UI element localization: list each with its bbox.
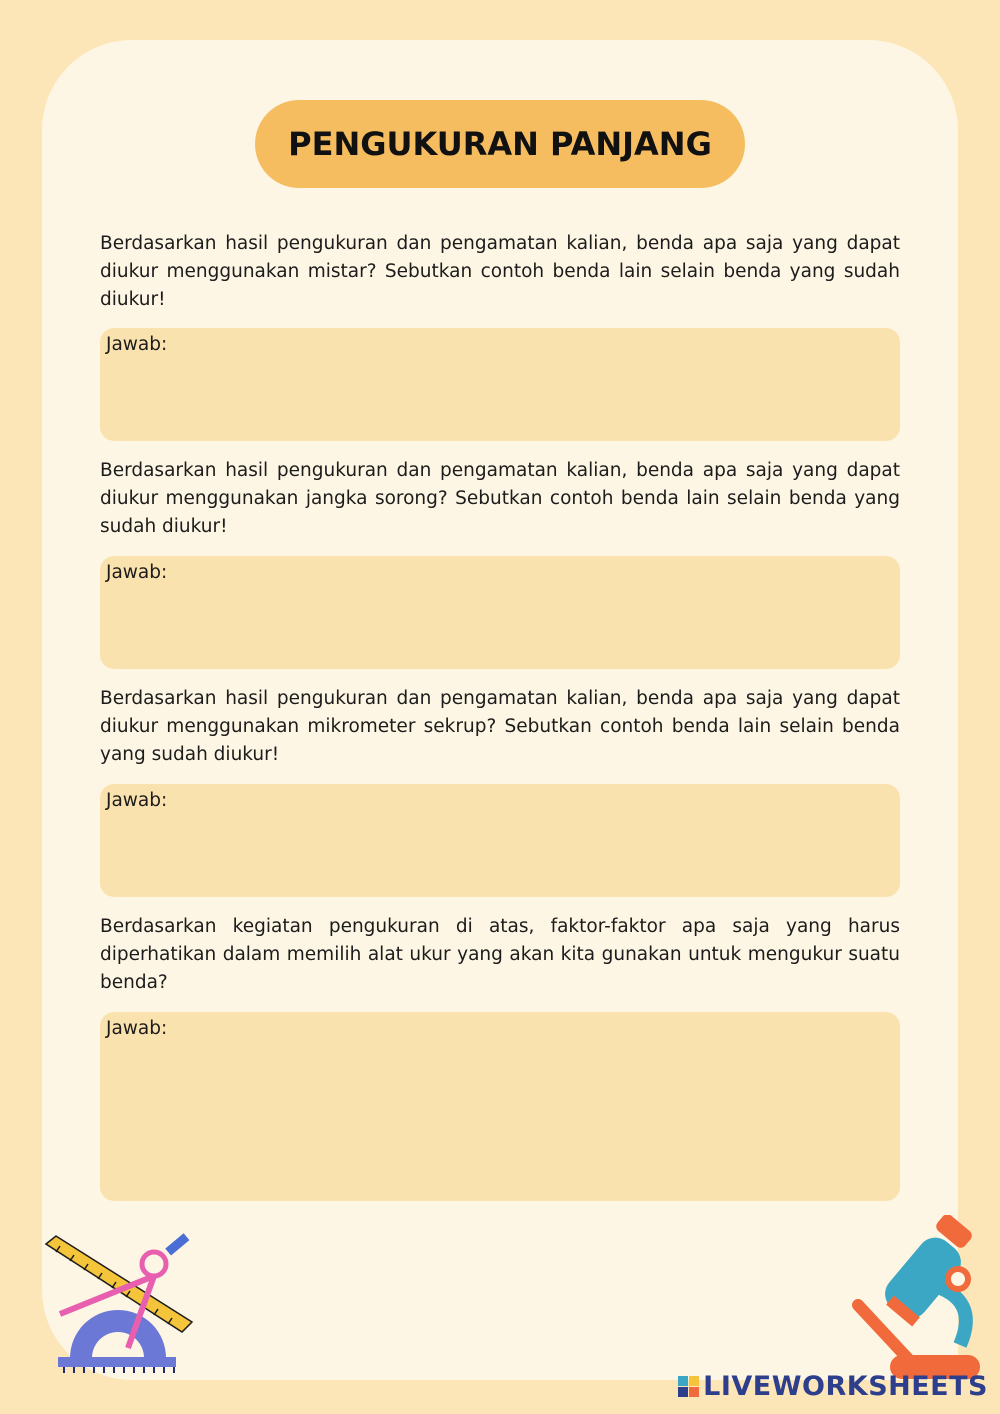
question-4: Berdasarkan kegiatan pengukuran di atas, faktor-faktor apa saja yang harus diperhatikan dalam memilih alat ukur yang akan kita gunakan untuk mengukur suatu benda? bbox=[100, 916, 900, 993]
microscope-illustration bbox=[850, 1215, 990, 1385]
page-title: PENGUKURAN PANJANG bbox=[288, 125, 712, 163]
measuring-tools-illustration bbox=[40, 1230, 200, 1380]
brand-logo bbox=[678, 1371, 988, 1402]
answer-box-3[interactable] bbox=[100, 784, 900, 897]
question-3: Berdasarkan hasil pengukuran dan pengamatan kalian, benda apa saja yang dapat diukur menggunakan mikrometer sekrup? Sebutkan contoh benda lain selain benda yang sudah diukur! bbox=[100, 688, 900, 765]
answer-box-2[interactable] bbox=[100, 556, 900, 669]
brand-mark-cell-e bbox=[689, 1387, 699, 1397]
answer-input-1[interactable] bbox=[106, 364, 890, 431]
answer-box-1[interactable] bbox=[100, 328, 900, 441]
answer-label: Jawab: bbox=[106, 790, 168, 811]
brand-name: LIVEWORKSHEETS bbox=[703, 1371, 988, 1402]
brand-mark-cell-i bbox=[689, 1376, 699, 1386]
answer-box-4[interactable] bbox=[100, 1012, 900, 1201]
answer-label: Jawab: bbox=[106, 334, 168, 355]
answer-label: Jawab: bbox=[106, 562, 168, 583]
brand-mark-cell-v bbox=[678, 1387, 688, 1397]
title-banner bbox=[255, 100, 745, 188]
protractor-icon bbox=[58, 1310, 176, 1373]
answer-label: Jawab: bbox=[106, 1018, 168, 1039]
answer-input-2[interactable] bbox=[106, 592, 890, 659]
question-1: Berdasarkan hasil pengukuran dan pengamatan kalian, benda apa saja yang dapat diukur menggunakan mistar? Sebutkan contoh benda lain selain benda yang sudah diukur! bbox=[100, 233, 900, 310]
answer-input-3[interactable] bbox=[106, 820, 890, 887]
brand-mark-icon bbox=[678, 1376, 699, 1397]
brand-mark-cell-l bbox=[678, 1376, 688, 1386]
answer-input-4[interactable] bbox=[106, 1048, 890, 1191]
question-2: Berdasarkan hasil pengukuran dan pengamatan kalian, benda apa saja yang dapat diukur menggunakan jangka sorong? Sebutkan contoh benda lain selain benda yang sudah diukur! bbox=[100, 460, 900, 537]
